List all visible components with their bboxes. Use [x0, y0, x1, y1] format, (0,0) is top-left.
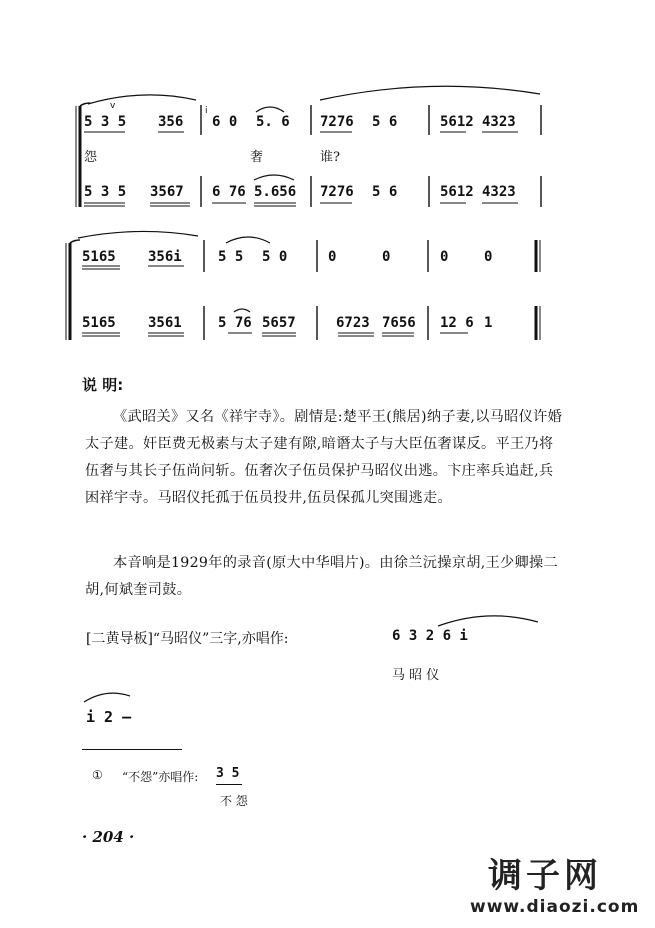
- note-group: 5 3 5: [84, 114, 127, 130]
- note-group: 7276: [320, 114, 354, 130]
- grace-note: i: [205, 106, 208, 116]
- footnote-lyric: 不 怨: [220, 794, 248, 808]
- score-staff-lines: [0, 0, 655, 360]
- note-group: 3561: [148, 315, 182, 331]
- note-group: 5.656: [254, 184, 297, 200]
- note-group: 5 5: [218, 249, 244, 265]
- note-group: 3567: [150, 184, 184, 200]
- note-group: 7656: [382, 315, 416, 331]
- explanation-paragraph: 《武昭关》又名《祥宇寺》。剧情是:楚平王(熊居)纳子妻,以马昭仪许婚太子建。奸臣费无极素与太子建有隙,暗谮太子与大臣伍奢谋反。平王乃将伍奢与其长子伍尚问斩。伍奢次子伍员保护马昭仪出逃。卞庄率兵追赶,兵困祥宇寺。马昭仪托孤于伍员投井,伍员保孤儿突围逃走。: [85, 409, 563, 506]
- note-group: 0: [440, 249, 449, 265]
- note-group: 5. 6: [256, 114, 290, 130]
- note-group: 356i: [148, 249, 182, 265]
- note-group: 5165: [82, 315, 116, 331]
- note-group: 5 6: [372, 114, 398, 130]
- note-group: 6 0: [212, 114, 238, 130]
- footnote-beam: [216, 784, 242, 785]
- note-group: 5 6: [372, 184, 398, 200]
- note-group: 4323: [482, 184, 516, 200]
- variant-slur: [0, 600, 655, 640]
- continuation-slur: [0, 680, 655, 710]
- footnote-text: “不怨”亦唱作:: [122, 770, 199, 784]
- page-number: · 204 ·: [82, 828, 135, 846]
- note-group: 5 0: [262, 249, 288, 265]
- note-group: 12 6: [440, 315, 474, 331]
- note-group: 5612: [440, 114, 474, 130]
- footnote-marker: ①: [92, 768, 103, 782]
- note-group: 0: [328, 249, 337, 265]
- explanation-heading: 说 明:: [82, 376, 124, 394]
- note-group: 6 76: [212, 184, 246, 200]
- note-group: 356: [158, 114, 184, 130]
- music-score: [0, 0, 655, 360]
- recording-paragraph: 本音响是1929年的录音(原大中华唱片)。由徐兰沅操京胡,王少卿操二胡,何斌奎司鼓。: [85, 555, 558, 598]
- note-group: 1: [484, 315, 493, 331]
- note-group: 5 76: [218, 315, 252, 331]
- lyric: 谁?: [320, 150, 340, 165]
- watermark-url: www.diaozi.com: [470, 897, 640, 917]
- variant-lyric: 马 昭 仪: [392, 668, 440, 683]
- footnote-notes: 3 5: [216, 766, 240, 781]
- note-group: 0: [484, 249, 493, 265]
- lyric: 奢: [250, 150, 264, 165]
- note-group: 5 3 5: [84, 184, 127, 200]
- note-group: 5612: [440, 184, 474, 200]
- note-group: 4323: [482, 114, 516, 130]
- note-group: 0: [382, 249, 391, 265]
- continuation-notes: i 2 –: [86, 708, 132, 726]
- note-group: 6723: [336, 315, 370, 331]
- note-group: 5165: [82, 249, 116, 265]
- variant-line: [二黄导板]“马昭仪”三字,亦唱作:: [86, 631, 289, 647]
- watermark-logo: 调子网: [488, 856, 602, 896]
- lyric: 怨: [84, 150, 98, 165]
- variant-notes: 6 3 2 6 i: [392, 628, 468, 644]
- breath-mark: v: [110, 101, 116, 111]
- footnote-divider: [82, 749, 182, 750]
- note-group: 5657: [262, 315, 296, 331]
- note-group: 7276: [320, 184, 354, 200]
